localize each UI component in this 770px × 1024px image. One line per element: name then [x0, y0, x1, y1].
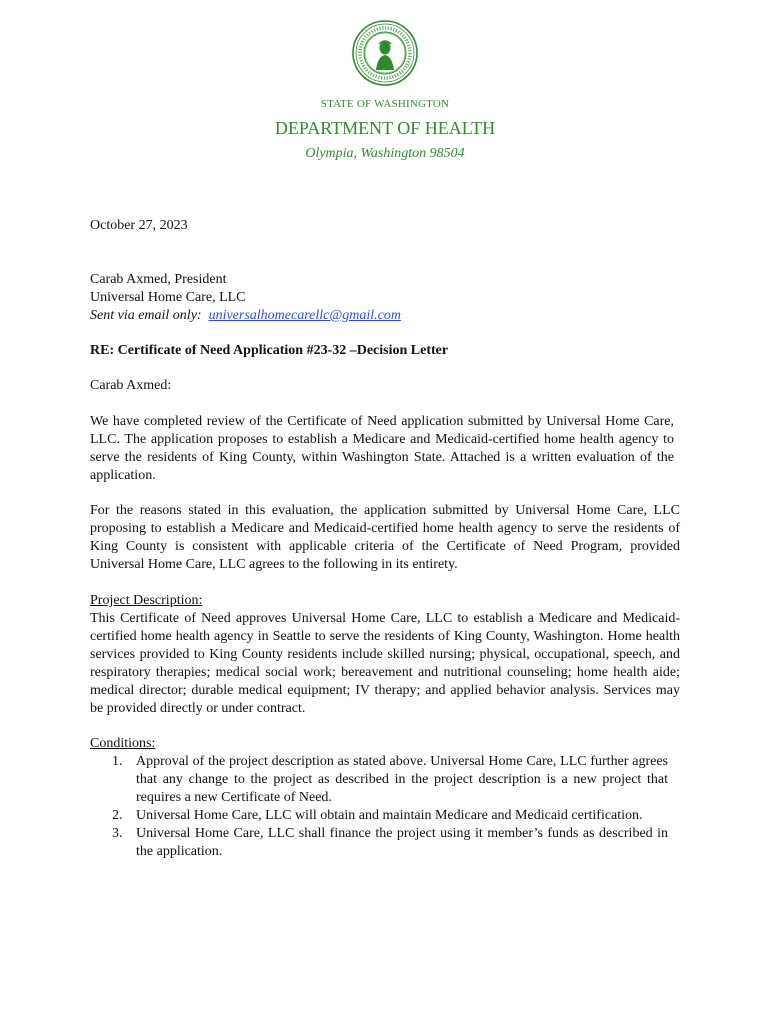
- condition-text: Universal Home Care, LLC will obtain and maintain Medicare and Medicaid certification.: [136, 808, 643, 823]
- condition-item: [90, 807, 668, 825]
- sent-via-label: Sent via email only:: [90, 308, 202, 323]
- letterhead-city: Olympia, Washington 98504: [305, 146, 465, 161]
- re-line: RE: Certificate of Need Application #23-32 –Decision Letter: [90, 343, 449, 358]
- project-description-heading: Project Description:: [90, 593, 203, 608]
- letterhead-state: STATE OF WASHINGTON: [320, 98, 450, 110]
- conditions-section: [90, 735, 680, 861]
- washington-state-seal-icon: [352, 20, 418, 86]
- recipient-name: Carab Axmed, President: [90, 272, 227, 287]
- recipient-address: [90, 271, 680, 325]
- condition-item: [90, 753, 668, 807]
- condition-item: [90, 825, 668, 861]
- recipient-company: Universal Home Care, LLC: [90, 290, 246, 305]
- conditions-list: [90, 753, 680, 861]
- project-description-text: This Certificate of Need approves Universal Home Care, LLC to establish a Medicare and Medicaid-certified home health agency in Seattle to serve the residents of King County, Washington. Home health services provided to King County residents include skilled nursing; physical, occupational, speech, and respiratory therapies; medical social work; bereavement and nutritional counseling; home health aide; medical director; durable medical equipment; IV therapy; and applied behavior analysis. Services may be provided directly or under contract.: [90, 611, 680, 716]
- sent-via-line: [90, 307, 680, 325]
- condition-number: 3.: [112, 826, 123, 841]
- salutation: Carab Axmed:: [90, 378, 172, 393]
- letter-date: October 27, 2023: [90, 218, 188, 233]
- paragraph-review: We have completed review of the Certificate of Need application submitted by Universal Home Care, LLC. The application proposes to establish a Medicare and Medicaid-certified home health agency to serve the residents of King County, within Washington State. Attached is a written evaluation of the application.: [90, 414, 674, 483]
- condition-number: 2.: [112, 808, 123, 823]
- letterhead-department: DEPARTMENT OF HEALTH: [274, 118, 496, 138]
- recipient-email-link[interactable]: universalhomecarellc@gmail.com: [208, 308, 401, 323]
- conditions-heading: Conditions:: [90, 736, 156, 751]
- condition-number: 1.: [112, 754, 123, 769]
- paragraph-reasons: For the reasons stated in this evaluation, the application submitted by Universal Home Care, LLC proposing to establish a Medicare and Medicaid-certified home health agency to serve the residents of King County is consistent with applicable criteria of the Certificate of Need Program, provided Universal Home Care, LLC agrees to the following in its entirety.: [90, 503, 680, 572]
- condition-text: Universal Home Care, LLC shall finance the project using it member’s funds as described in the application.: [136, 826, 668, 859]
- project-description-section: [90, 592, 680, 718]
- condition-text: Approval of the project description as stated above. Universal Home Care, LLC further agrees that any change to the project as described in the project description is a new project that requires a new Certificate of Need.: [136, 754, 668, 805]
